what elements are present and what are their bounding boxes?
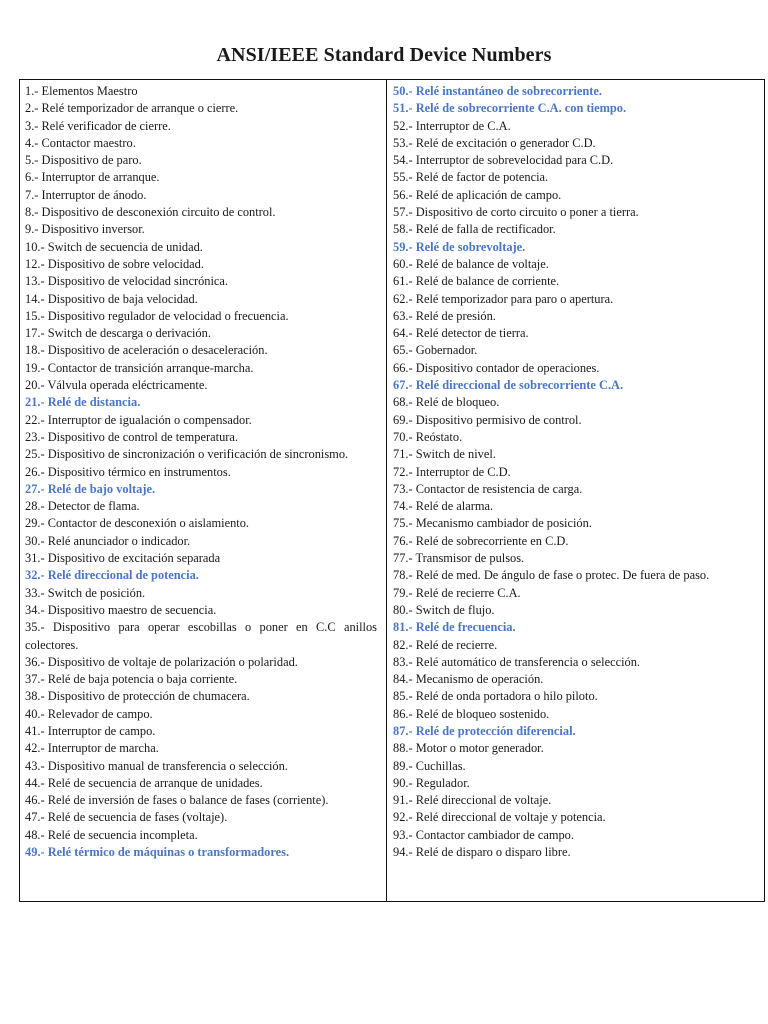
device-entry: 86.- Relé de bloqueo sostenido. [393, 706, 550, 721]
device-entry: 33.- Switch de posición. [25, 585, 146, 600]
device-entry: 13.- Dispositivo de velocidad sincrónica. [25, 274, 229, 289]
device-entry: 51.- Relé de sobrecorriente C.A. con tiempo. [393, 101, 627, 116]
device-entry: 89.- Cuchillas. [393, 758, 466, 773]
device-entry: 61.- Relé de balance de corriente. [393, 274, 560, 289]
device-entry: 74.- Relé de alarma. [393, 499, 494, 514]
device-entry: 8.- Dispositivo de desconexión circuito de control. [25, 205, 276, 220]
device-entry: 7.- Interruptor de ánodo. [25, 187, 147, 202]
device-entry: 28.- Detector de flama. [25, 499, 140, 514]
device-entry: 32.- Relé direccional de potencia. [25, 568, 199, 583]
device-entry: 59.- Relé de sobrevoltaje. [393, 239, 526, 254]
device-entry: 57.- Dispositivo de corto circuito o poner a tierra. [393, 205, 639, 220]
device-entry: 46.- Relé de inversión de fases o balance de fases (corriente). [25, 793, 329, 808]
device-entry: 42.- Interruptor de marcha. [25, 741, 159, 756]
device-entry: 6.- Interruptor de arranque. [25, 170, 160, 185]
device-entry: 30.- Relé anunciador o indicador. [25, 533, 191, 548]
device-entry: 50.- Relé instantáneo de sobrecorriente. [393, 84, 602, 98]
device-entry: 79.- Relé de recierre C.A. [393, 585, 521, 600]
device-entry: 10.- Switch de secuencia de unidad. [25, 239, 203, 254]
device-entry: 4.- Contactor maestro. [25, 135, 136, 150]
device-entry: 71.- Switch de nivel. [393, 447, 496, 462]
device-entry: 14.- Dispositivo de baja velocidad. [25, 291, 198, 306]
device-entry: 55.- Relé de factor de potencia. [393, 170, 549, 185]
device-entry: 41.- Interruptor de campo. [25, 723, 156, 738]
device-entry: 58.- Relé de falla de rectificador. [393, 222, 556, 237]
device-entry: 67.- Relé direccional de sobrecorriente C.A. [393, 378, 624, 393]
device-entry: 34.- Dispositivo maestro de secuencia. [25, 602, 217, 617]
device-entry: 82.- Relé de recierre. [393, 637, 498, 652]
device-entry: 31.- Dispositivo de excitación separada [25, 551, 221, 566]
device-entry: 43.- Dispositivo manual de transferencia o selección. [25, 758, 288, 773]
device-entry: 60.- Relé de balance de voltaje. [393, 256, 549, 271]
device-entry: 70.- Reóstato. [393, 429, 463, 444]
device-entry: 22.- Interruptor de igualación o compensador. [25, 412, 252, 427]
device-entry: 75.- Mecanismo cambiador de posición. [393, 516, 592, 531]
device-entry: 38.- Dispositivo de protección de chumacera. [25, 689, 250, 704]
device-entry: 76.- Relé de sobrecorriente en C.D. [393, 533, 569, 548]
device-entry: 56.- Relé de aplicación de campo. [393, 187, 562, 202]
right-column [387, 80, 764, 901]
device-entry: 21.- Relé de distancia. [25, 395, 141, 410]
device-entry: 81.- Relé de frecuencia. [393, 620, 516, 635]
device-entry: 64.- Relé detector de tierra. [393, 326, 529, 341]
device-entry: 94.- Relé de disparo o disparo libre. [393, 845, 571, 860]
device-entry: 80.- Switch de flujo. [393, 602, 495, 617]
device-entry: 3.- Relé verificador de cierre. [25, 118, 171, 133]
left-column [20, 80, 387, 901]
device-entry: 91.- Relé direccional de voltaje. [393, 793, 552, 808]
device-entry: 48.- Relé de secuencia incompleta. [25, 827, 198, 842]
device-entry: 93.- Contactor cambiador de campo. [393, 827, 574, 842]
device-entry: 53.- Relé de excitación o generador C.D. [393, 135, 596, 150]
device-entry: 37.- Relé de baja potencia o baja corriente. [25, 672, 238, 687]
device-entry: 47.- Relé de secuencia de fases (voltaje). [25, 810, 228, 825]
device-entry: 26.- Dispositivo térmico en instrumentos. [25, 464, 231, 479]
device-entry: 12.- Dispositivo de sobre velocidad. [25, 256, 204, 271]
device-entry: 18.- Dispositivo de aceleración o desaceleración. [25, 343, 268, 358]
device-entry: 15.- Dispositivo regulador de velocidad o frecuencia. [25, 308, 289, 323]
page-title: ANSI/IEEE Standard Device Numbers [216, 44, 552, 66]
device-entry: 77.- Transmisor de pulsos. [393, 551, 525, 566]
device-entry: 49.- Relé térmico de máquinas o transformadores. [25, 845, 290, 860]
device-entry: 69.- Dispositivo permisivo de control. [393, 412, 582, 427]
device-entry: 1.- Elementos Maestro [25, 84, 138, 98]
device-entry: 29.- Contactor de desconexión o aislamiento. [25, 516, 250, 531]
device-entry: 19.- Contactor de transición arranque-marcha. [25, 360, 254, 375]
device-entry: 87.- Relé de protección diferencial. [393, 723, 576, 738]
device-entry: 72.- Interruptor de C.D. [393, 464, 511, 479]
device-numbers-table [19, 79, 765, 902]
device-entry: 40.- Relevador de campo. [25, 706, 153, 721]
device-entry: 17.- Switch de descarga o derivación. [25, 326, 211, 341]
device-entry: 65.- Gobernador. [393, 343, 478, 358]
device-entry: 27.- Relé de bajo voltaje. [25, 481, 156, 496]
device-entry: 66.- Dispositivo contador de operaciones. [393, 360, 600, 375]
device-entry: 62.- Relé temporizador para paro o apertura. [393, 291, 614, 306]
device-entry: 2.- Relé temporizador de arranque o cierre. [25, 101, 239, 116]
device-entry: 44.- Relé de secuencia de arranque de unidades. [25, 775, 263, 790]
device-entry: 54.- Interruptor de sobrevelocidad para C.D. [393, 153, 614, 168]
device-entry: 78.- Relé de med. De ángulo de fase o protec. De fuera de paso. [393, 568, 710, 583]
device-entry: 23.- Dispositivo de control de temperatura. [25, 429, 238, 444]
device-entry: 88.- Motor o motor generador. [393, 741, 544, 756]
device-entry: 85.- Relé de onda portadora o hilo piloto. [393, 689, 598, 704]
device-entry: 90.- Regulador. [393, 775, 470, 790]
device-entry: 35.- Dispositivo para operar escobillas o poner en C.C anillos colectores. [25, 620, 377, 652]
device-entry: 63.- Relé de presión. [393, 308, 496, 323]
device-entry: 36.- Dispositivo de voltaje de polarización o polaridad. [25, 654, 298, 669]
device-entry: 25.- Dispositivo de sincronización o verificación de sincronismo. [25, 447, 349, 462]
device-entry: 83.- Relé automático de transferencia o selección. [393, 654, 641, 669]
device-entry: 20.- Válvula operada eléctricamente. [25, 378, 208, 393]
device-entry: 5.- Dispositivo de paro. [25, 153, 142, 168]
device-entry: 84.- Mecanismo de operación. [393, 672, 544, 687]
device-entry: 68.- Relé de bloqueo. [393, 395, 500, 410]
device-entry: 73.- Contactor de resistencia de carga. [393, 481, 583, 496]
device-entry: 92.- Relé direccional de voltaje y potencia. [393, 810, 606, 825]
device-entry: 9.- Dispositivo inversor. [25, 222, 145, 237]
device-entry: 52.- Interruptor de C.A. [393, 118, 511, 133]
